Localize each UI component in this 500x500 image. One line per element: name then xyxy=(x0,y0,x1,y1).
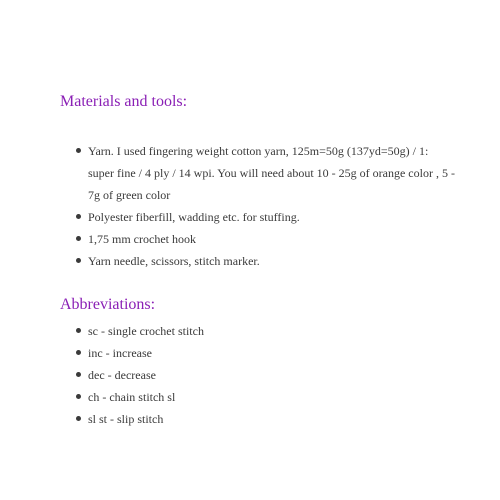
list-item-text: inc - increase xyxy=(88,346,152,360)
abbreviations-list xyxy=(76,320,456,430)
list-item xyxy=(76,408,456,430)
list-item-text: dec - decrease xyxy=(88,368,156,382)
bullet-icon xyxy=(76,214,81,219)
bullet-icon xyxy=(76,394,81,399)
bullet-icon xyxy=(76,350,81,355)
bullet-icon xyxy=(76,148,81,153)
list-item-text: Yarn. I used fingering weight cotton yarn, 125m=50g (137yd=50g) / 1: super fine / 4 ply / 14 wpi. You will need about 10 - 25g of orange color , 5 - 7g of green color xyxy=(88,144,455,202)
materials-heading: Materials and tools: xyxy=(60,93,188,110)
bullet-icon xyxy=(76,416,81,421)
list-item xyxy=(76,386,456,408)
list-item xyxy=(76,140,456,206)
bullet-icon xyxy=(76,236,81,241)
list-item xyxy=(76,206,456,228)
bullet-icon xyxy=(76,372,81,377)
list-item xyxy=(76,228,456,250)
bullet-icon xyxy=(76,328,81,333)
list-item xyxy=(76,320,456,342)
list-item xyxy=(76,250,456,272)
list-item-text: 1,75 mm crochet hook xyxy=(88,232,196,246)
list-item-text: sc - single crochet stitch xyxy=(88,324,204,338)
abbreviations-heading: Abbreviations: xyxy=(60,296,156,313)
list-item-text: ch - chain stitch sl xyxy=(88,390,176,404)
list-item-text: sl st - slip stitch xyxy=(88,412,164,426)
list-item xyxy=(76,364,456,386)
bullet-icon xyxy=(76,258,81,263)
materials-list xyxy=(76,140,456,272)
list-item xyxy=(76,342,456,364)
list-item-text: Yarn needle, scissors, stitch marker. xyxy=(88,254,260,268)
list-item-text: Polyester fiberfill, wadding etc. for stuffing. xyxy=(88,210,300,224)
